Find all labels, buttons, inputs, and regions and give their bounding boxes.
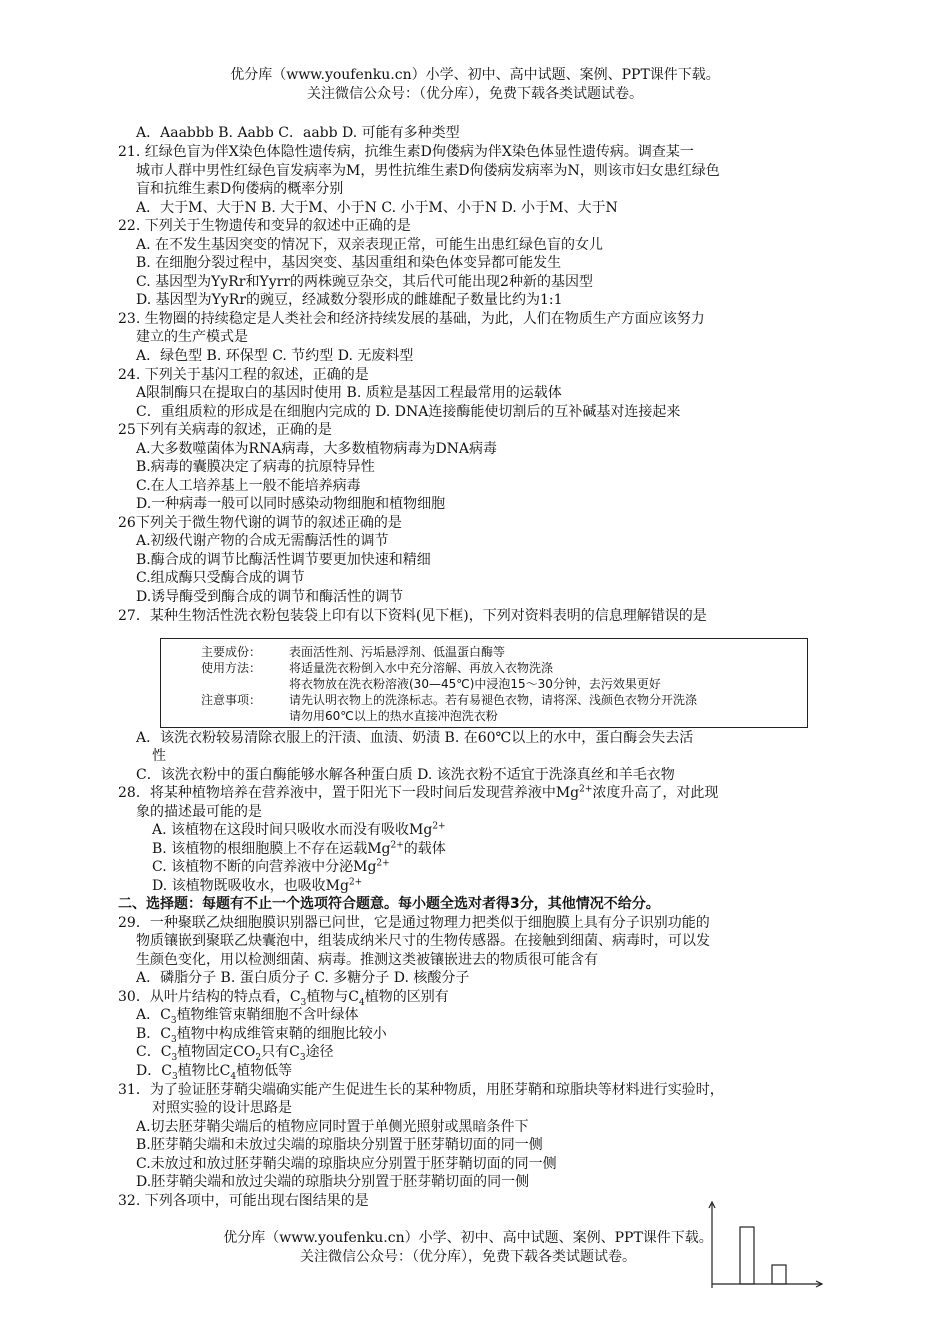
sub-2: 2 (255, 1052, 262, 1063)
q23-stem-2: 建立的生产模式是 (136, 329, 248, 345)
q22-option-a: A. 在不发生基因突变的情况下，双亲表现正常，可能生出患红绿色盲的女儿 (136, 237, 604, 253)
sub-3: 3 (170, 1015, 177, 1026)
box-value-notes-2: 请勿用60℃以上的热水直接冲泡洗衣粉 (289, 709, 498, 723)
q26-option-b: B.酶合成的调节比酶活性调节要更加快速和精细 (136, 552, 431, 568)
q30-stem-a: 30．从叶片结构的特点看，C (118, 989, 301, 1005)
box-key-ingredients: 主要成份： (201, 645, 262, 659)
mg-ion-sup: 2+ (432, 821, 446, 832)
q30-stem-c: 植物的区别有 (364, 989, 449, 1005)
mg-ion-sup: 2+ (376, 858, 390, 869)
box-key-usage: 使用方法： (201, 661, 262, 675)
q30-option-c (136, 1043, 334, 1061)
q20-options: A．Aaabbb B. Aabb C．aabb D. 可能有多种类型 (136, 125, 460, 141)
q30-b-pre: B．C (136, 1026, 171, 1042)
q31-stem-1: 31．为了验证胚芽鞘尖端确实能产生促进生长的某种物质，用胚芽鞘和琼脂块等材料进行实验时， (118, 1082, 724, 1098)
q28-option-d (152, 877, 362, 895)
q30-b-text: 植物中构成维管束鞘的细胞比较小 (176, 1026, 387, 1042)
q30-option-b (136, 1025, 387, 1043)
q30-c-text: 植物固定CO (177, 1044, 256, 1060)
q28-option-c-text: C. 该植物不断的向营养液中分泌Mg (152, 859, 377, 875)
sub-4: 4 (230, 1071, 237, 1082)
sub-4: 4 (358, 997, 365, 1008)
q30-stem (118, 988, 449, 1006)
q28-stem-2: 象的描述最可能的是 (136, 804, 262, 820)
q26-option-c: C.组成酶只受酶合成的调节 (136, 570, 305, 586)
q27-stem: 27．某种生物活性洗衣粉包装袋上印有以下资料(见下框)，下列对资料表明的信息理解错误的是 (118, 608, 707, 624)
mg-ion-sup: 2+ (390, 840, 404, 851)
q31-option-b: B.胚芽鞘尖端和未放过尖端的琼脂块分别置于胚芽鞘切面的同一侧 (136, 1137, 543, 1153)
bar-chart (700, 1198, 830, 1294)
q21-stem-2: 城市人群中男性红绿色盲发病率为M，男性抗维生素D佝偻病发病率为N，则该市妇女患红绿色 (136, 163, 720, 179)
q29-options: A．磷脂分子 B. 蛋白质分子 C. 多糖分子 D. 核酸分子 (136, 970, 470, 986)
q30-option-a (136, 1006, 359, 1024)
header-line-2: 关注微信公众号：（优分库），免费下载各类试题试卷。 (307, 86, 643, 102)
q30-d-text: 植物比C (177, 1063, 231, 1079)
q31-option-d: D.胚芽鞘尖端和放过尖端的琼脂块分别置于胚芽鞘切面的同一侧 (136, 1174, 530, 1190)
section-2-heading: 二、选择题：每题有不止一个选项符合题意。每小题全选对者得3分，其他情况不给分。 (118, 896, 660, 912)
q31-stem-2: 对照实验的设计思路是 (152, 1100, 292, 1116)
q28-option-d-text: D. 该植物既吸收水，也吸收Mg (152, 878, 349, 894)
q28-option-b (152, 840, 446, 858)
sub-3: 3 (300, 997, 307, 1008)
q30-option-d (136, 1062, 292, 1080)
q29-stem-3: 生颜色变化，用以检测细菌、病毒。推测这类被镶嵌进去的物质很可能含有 (136, 952, 598, 968)
bar-2 (772, 1265, 786, 1284)
sub-3: 3 (171, 1071, 178, 1082)
q25-option-a: A.大多数噬菌体为RNA病毒，大多数植物病毒为DNA病毒 (136, 441, 498, 457)
q21-options: A．大于M、大于N B. 大于M、小于N C. 小于M、小于N D. 小于M、大于N (136, 200, 618, 216)
q30-stem-b: 植物与C (306, 989, 359, 1005)
q23-options: A．绿色型 B. 环保型 C. 节约型 D. 无废料型 (136, 348, 414, 364)
q28-stem-1b: 浓度升高了，对此现 (592, 785, 719, 801)
q23-stem-1: 23. 生物圈的持续稳定是人类社会和经济持续发展的基础，为此，人们在物质生产方面应该努力 (118, 311, 705, 327)
detergent-info-box (160, 638, 808, 728)
sub-3: 3 (171, 1052, 178, 1063)
q21-stem-1: 21. 红绿色盲为伴X染色体隐性遗传病，抗维生素D佝偻病为伴X染色体显性遗传病。调查某一 (118, 144, 694, 160)
q28-option-b-text: B. 该植物的根细胞膜上不存在运载Mg (152, 841, 391, 857)
q24-options-ab: A限制酶只在提取白的基因时使用 B. 质粒是基因工程最常用的运载体 (136, 385, 562, 401)
mg-ion-sup: 2+ (579, 784, 593, 795)
box-value-ingredients: 表面活性剂、污垢悬浮剂、低温蛋白酶等 (289, 645, 506, 659)
q28-option-b-tail: 的载体 (403, 841, 446, 857)
q25-stem: 25下列有关病毒的叙述，正确的是 (118, 422, 332, 438)
sub-3: 3 (299, 1052, 306, 1063)
q31-option-c: C.未放过和放过胚芽鞘尖端的琼脂块应分别置于胚芽鞘切面的同一侧 (136, 1156, 557, 1172)
q29-stem-1: 29．一种聚联乙炔细胞膜识别器已问世，它是通过物理力把类似于细胞膜上具有分子识别功能的 (118, 915, 710, 931)
box-value-notes-1: 请先认明衣物上的洗涤标志。若有易褪色衣物，请将深、浅颜色衣物分开洗涤 (289, 693, 698, 707)
q22-option-b: B. 在细胞分裂过程中，基因突变、基因重组和染色体变异都可能发生 (136, 255, 562, 271)
q32-stem: 32. 下列各项中，可能出现右图结果的是 (118, 1193, 369, 1209)
q30-a-text: 植物维管束鞘细胞不含叶绿体 (176, 1007, 359, 1023)
q30-d-text-2: 植物低等 (236, 1063, 293, 1079)
q24-options-cd: C．重组质粒的形成是在细胞内完成的 D. DNA连接酶能使切割后的互补碱基对连接起来 (136, 404, 681, 420)
q29-stem-2: 物质镶嵌到聚联乙炔囊泡中，组装成纳米尺寸的生物传感器。在接触到细菌、病毒时，可以发 (136, 933, 710, 949)
footer-line-1: 优分库（www.youfenku.cn）小学、初中、高中试题、案例、PPT课件下载。 (223, 1230, 713, 1246)
q26-stem: 26下列关于微生物代谢的调节的叙述正确的是 (118, 515, 402, 531)
q24-stem: 24. 下列关于基闪工程的叙述，正确的是 (118, 367, 369, 383)
q28-stem-1 (118, 784, 718, 802)
q30-a-pre: A．C (136, 1007, 171, 1023)
q28-option-c (152, 858, 390, 876)
mg-ion-sup: 2+ (348, 877, 363, 888)
q28-stem-1a: 28．将某种植物培养在营养液中，置于阳光下一段时间后发现营养液中Mg (118, 785, 580, 801)
footer-line-2: 关注微信公众号：（优分库），免费下载各类试题试卷。 (300, 1249, 636, 1265)
q26-option-a: A.初级代谢产物的合成无需酶活性的调节 (136, 533, 389, 549)
q22-option-c: C. 基因型为YyRr和Yyrr的两株豌豆杂交，其后代可能出现2种新的基因型 (136, 274, 593, 290)
q30-c-text-3: 途径 (305, 1044, 334, 1060)
q28-option-a-text: A. 该植物在这段时间只吸收水而没有吸收Mg (152, 822, 433, 838)
q30-d-pre: D．C (136, 1063, 172, 1079)
q27-option-ab: A．该洗衣粉较易清除衣服上的汗渍、血渍、奶渍 B. 在60℃以上的水中，蛋白酶会失去活 (136, 730, 694, 746)
q25-option-b: B.病毒的囊膜决定了病毒的抗原特异性 (136, 459, 375, 475)
box-value-usage-2: 将衣物放在洗衣粉溶液(30—45℃)中浸泡15～30分钟，去污效果更好 (289, 677, 661, 691)
q25-option-d: D.一种病毒一般可以同时感染动物细胞和植物细胞 (136, 496, 446, 512)
box-value-usage-1: 将适量洗衣粉倒入水中充分溶解、再放入衣物洗涤 (289, 661, 554, 675)
bar-1 (740, 1227, 754, 1284)
q25-option-c: C.在人工培养基上一般不能培养病毒 (136, 478, 361, 494)
header-line-1: 优分库（www.youfenku.cn）小学、初中、高中试题、案例、PPT课件下载。 (230, 67, 720, 83)
q27-option-cd: C．该洗衣粉中的蛋白酶能够水解各种蛋白质 D. 该洗衣粉不适宜于洗涤真丝和羊毛衣物 (136, 767, 675, 783)
box-key-notes: 注意事项： (201, 693, 262, 707)
sub-3: 3 (171, 1034, 177, 1045)
q22-stem: 22. 下列关于生物遗传和变异的叙述中正确的是 (118, 218, 411, 234)
q30-c-text-2: 只有C (261, 1044, 300, 1060)
q28-option-a (152, 821, 446, 839)
q22-option-d: D. 基因型为YyRr的豌豆，经减数分裂形成的雌雄配子数量比约为1:1 (136, 292, 563, 308)
q30-c-pre: C．C (136, 1044, 172, 1060)
q31-option-a: A.切去胚芽鞘尖端后的植物应同时置于单侧光照射或黑暗条件下 (136, 1119, 529, 1135)
q26-option-d: D.诱导酶受到酶合成的调节和酶活性的调节 (136, 589, 404, 605)
q21-stem-3: 盲和抗维生素D佝偻病的概率分别 (136, 181, 344, 197)
q27-option-b-cont: 性 (152, 748, 166, 764)
